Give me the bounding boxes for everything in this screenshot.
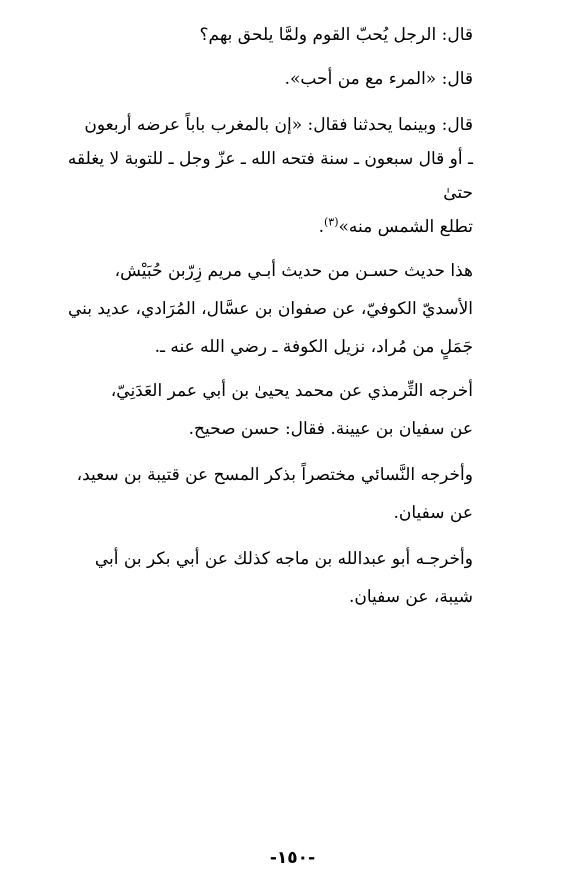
text-line: شيبة، عن سفيان. xyxy=(348,587,473,607)
paragraph-2 xyxy=(53,58,473,100)
text-line-with-footnote xyxy=(53,210,473,244)
paragraph-1 xyxy=(53,14,473,56)
paragraph-6 xyxy=(53,456,473,532)
footnote-reference[interactable]: (٣) xyxy=(324,215,339,229)
text-fragment: تطلع الشمس منه» xyxy=(338,217,473,237)
paragraph-7 xyxy=(53,540,473,616)
paragraph-5 xyxy=(53,372,473,448)
text-line: عن سفيان بن عيينة. فقال: حسن صحيح. xyxy=(188,419,473,439)
text-line: هذا حديث حسـن من حديث أبـي مريم زِرّبن حُبَيْش، xyxy=(114,261,473,281)
page-number: -١٥٠- xyxy=(269,848,316,868)
text-line: ـ أو قال سبعون ـ سنة فتحه الله ـ عزّ وجل ـ للتوبة لا يغلقه حتىٰ xyxy=(67,149,473,203)
text-line: جَمَلٍ من مُراد، نزيل الكوفة ـ رضي الله عنه ـ. xyxy=(154,337,473,357)
text-line: وأخرجه النَّسائي مختصراً بذكر المسح عن قتيبة بن سعيد، xyxy=(76,465,473,485)
paragraph-4 xyxy=(53,252,473,366)
paragraph-3 xyxy=(53,108,473,244)
text-line: عن سفيان. xyxy=(393,503,473,523)
page-body xyxy=(53,14,473,616)
text-line: الأسديّ الكوفيّ، عن صفوان بن عسَّال، المُرَادي، عديد بني xyxy=(67,299,473,319)
text-line: قال: «المرء مع من أحب». xyxy=(284,69,473,89)
text-line: وأخرجـه أبو عبدالله بن ماجه كذلك عن أبي بكر بن أبي xyxy=(94,549,473,569)
text-line: قال: وبينما يحدثنا فقال: «إن بالمغرب باباً عرضه أربعون xyxy=(84,115,473,135)
sentence-end: . xyxy=(318,217,324,237)
text-line: أخرجه التِّرمذي عن محمد يحيىٰ بن أبي عمر العَدَنِيّ، xyxy=(110,381,473,401)
text-line: قال: الرجل يُحبّ القوم ولمَّا يلحق بهم؟ xyxy=(199,25,473,45)
